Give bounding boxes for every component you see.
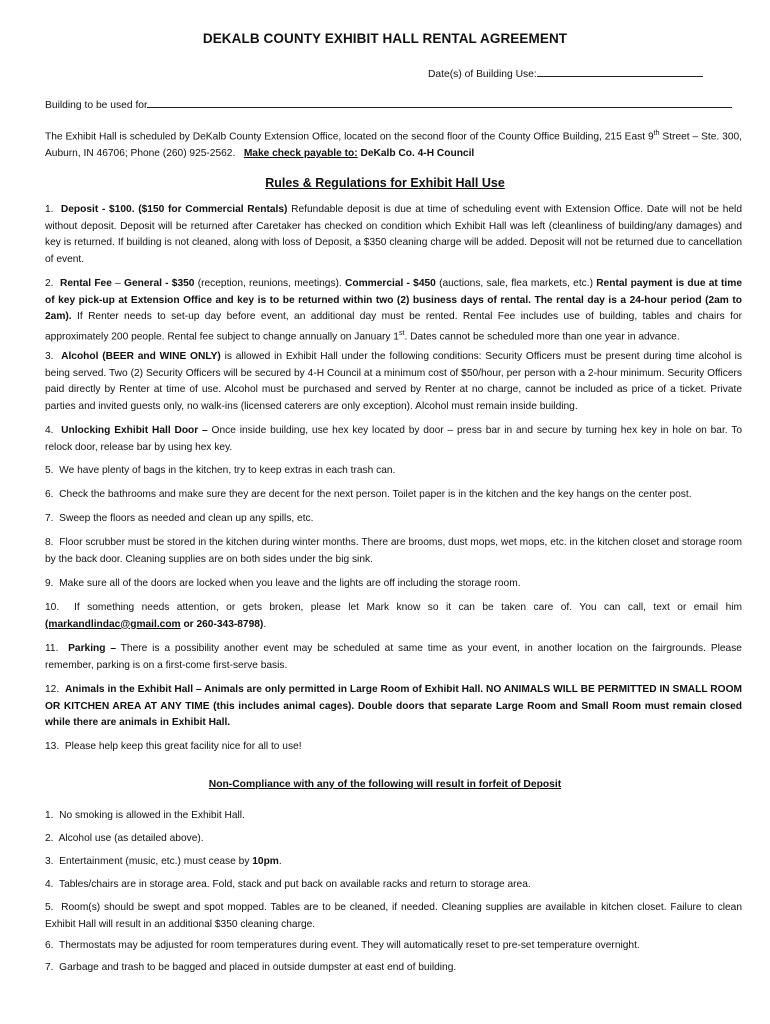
rule-number: 9. [45,578,54,589]
document-title: DEKALB COUNTY EXHIBIT HALL RENTAL AGREEMENT [202,31,568,46]
rule-bold-text: Parking – [68,643,117,654]
rule-bold-text: Alcohol (BEER and WINE ONLY) [61,351,221,362]
building-use-field[interactable] [147,97,732,108]
rule-number: 11. [45,643,59,654]
noncompliance-item-2 [45,831,742,848]
rule-text: . [263,618,267,630]
rules-heading: Rules & Regulations for Exhibit Hall Use [265,176,505,190]
rule-bold-text: Animals in the Exhibit Hall – Animals are only permitted in Large Room of Exhibit Hall. NO ANIMALS WILL BE PERMITTED IN SMALL ROOM OR KITCHEN AREA AT ANY TIME (this includes animal cages). Double doors that separate Large Room and Small Room must remain closed while there are animals in Exhibit Hall. [45,684,742,728]
email-link[interactable]: (markandlindac@gmail.com [45,618,181,630]
rule-number: 8. [45,537,54,548]
rule-2 [45,276,742,345]
item-text: Entertainment (music, etc.) must cease by [59,856,253,867]
item-number: 3. [45,856,54,867]
rule-text: – [111,278,125,289]
intro-address: Street – Ste. 300, Auburn, IN 46706; Phone (260) 925-2562. [45,131,742,159]
noncompliance-item-5 [45,900,742,933]
noncompliance-item-1 [45,808,742,825]
rule-7 [45,511,742,528]
rule-text: If something needs attention, or gets broken, please let Mark know so it can be taken care of. You can call, text or email him [74,602,742,613]
item-text: Tables/chairs are in storage area. Fold, stack and put back on available racks and return to storage area. [58,879,531,890]
rule-8 [45,535,742,568]
building-use-label: Building to be used for [45,100,148,111]
rule-text: Once inside building, use hex key located by door – press bar in and secure by turning hex key in hole on bar. To relock door, release bar by using hex key. [45,425,743,453]
rule-number: 12. [45,684,60,695]
rule-number: 7. [45,513,54,524]
rule-3 [45,349,742,415]
rule-text: There is a possibility another event may be scheduled at same time as your event, in another location on the fairgrounds. Please remember, parking is on a first-come first-serve basis. [45,643,742,671]
rule-text: Sweep the floors as needed and clean up any spills, etc. [59,513,314,524]
rule-4 [45,423,742,456]
rule-text: If Renter needs to set-up day before event, an additional day must be rented. Rental Fee includes use of building, tables and chairs for approximately 200 people. Rental fee subject to change annually on January 1 [45,311,742,342]
item-text: Garbage and trash to be bagged and placed in outside dumpster at east end of building. [59,962,457,973]
rule-number: 2. [45,278,54,289]
rule-text: Make sure all of the doors are locked when you leave and the lights are off including the storage room. [59,578,521,589]
item-text: Alcohol use (as detailed above). [58,833,204,844]
item-bold-text: 10pm [252,856,279,867]
item-number: 6. [45,940,54,951]
intro-paragraph [45,126,742,162]
rule-bold-text: General - $350 [124,278,195,289]
intro-superscript: th [653,130,660,137]
check-payee: DeKalb Co. 4-H Council [360,147,475,159]
item-text: . [278,856,282,867]
rule-number: 1. [45,204,54,215]
rule-10 [45,600,742,633]
rule-12 [45,682,742,732]
rule-text: Refundable deposit is due at time of scheduling event with Extension Office. Date will not be held without deposit. Deposit will be returned after Caretaker has checked on condition which Exhibit Hall was left (cleanliness of building/any damages) and key is returned. If building is not cleaned, along with loss of Deposit, a $350 cleaning charge will be added. Deposit will not be returned due to cancellation of event. [45,204,742,265]
item-number: 1. [45,810,54,821]
rule-number: 3. [45,351,54,362]
rule-number: 6. [45,489,54,500]
dates-of-use-field[interactable] [537,66,703,77]
rule-text: is allowed in Exhibit Hall under the following conditions: Security Officers must be present during time alcohol is being served. Two (2) Security Officers will be secured by 4-H Council at a minimum cost of $50/hour, per person with a 2-hour minimum. Security Officers paid directly by Renter at time of use. Alcohol must be purchased and served by Renter at no charge, cannot be included as price of a ticket. Private parties and invited guests only, no walk-ins (licensed caterers are only exception). Alcohol must remain inside building. [45,351,742,412]
building-use-line [45,97,732,113]
rule-text: (reception, reunions, meetings). [194,278,345,289]
rule-text: (auctions, sale, flea markets, etc.) [435,278,597,289]
noncompliance-heading: Non-Compliance with any of the following will result in forfeit of Deposit [208,779,562,790]
intro-text: The Exhibit Hall is scheduled by DeKalb County Extension Office, located on the second floor of the County Office Building, 215 East 9 [45,131,654,143]
item-text: Room(s) should be swept and spot mopped. Tables are to be cleaned, if needed. Cleaning supplies are available in kitchen closet. Failure to clean Exhibit Hall will result in an additional $350 cleaning charge. [45,902,742,930]
rule-11 [45,641,742,674]
rule-5 [45,463,742,480]
rule-1 [45,202,742,268]
rule-bold-text: Unlocking Exhibit Hall Door – [61,425,208,436]
rule-number: 13. [45,741,60,752]
rule-6 [45,487,742,504]
rule-9 [45,576,742,593]
rule-number: 4. [45,425,54,436]
rule-bold-text: Commercial - $450 [345,278,436,289]
item-text: Thermostats may be adjusted for room temperatures during event. They will automatically reset to pre-set temperature overnight. [58,940,640,951]
item-number: 5. [45,902,54,913]
rule-text: We have plenty of bags in the kitchen, try to keep extras in each trash can. [59,465,396,476]
dates-of-use-label: Date(s) of Building Use: [428,69,537,80]
item-number: 4. [45,879,54,890]
rule-bold-text: Rental Fee [59,278,112,289]
rule-superscript: st [398,329,405,337]
rule-number: 10. [45,602,60,613]
rule-number: 5. [45,465,54,476]
rule-text: Check the bathrooms and make sure they are decent for the next person. Toilet paper is in the kitchen and the key hangs on the center post. [59,489,692,500]
item-number: 7. [45,962,54,973]
rule-text: . Dates cannot be scheduled more than one year in advance. [404,330,680,342]
item-number: 2. [45,833,54,844]
rule-bold-text: Rental payment is due at time of key pick-up at Extension Office and key is to be returned within two (2) business days of rental. The rental day is a 24-hour period (2am to 2am). [45,278,742,322]
item-text: No smoking is allowed in the Exhibit Hall. [59,810,245,821]
rule-13 [45,739,742,756]
rule-text: Please help keep this great facility nice for all to use! [64,741,302,752]
noncompliance-item-4 [45,877,742,894]
dates-of-use-line [428,66,703,82]
rule-bold-text: Deposit - $100. ($150 for Commercial Rentals) [60,204,288,215]
phone-number: or 260-343-8798) [180,618,264,630]
noncompliance-item-6 [45,938,742,955]
noncompliance-item-3 [45,854,742,871]
rule-text: Floor scrubber must be stored in the kitchen during winter months. There are brooms, dust mops, wet mops, etc. in the kitchen closet and storage room by the back door. Cleaning supplies are on both sides under the big sink. [45,537,742,565]
check-payable-label: Make check payable to: [243,147,358,159]
noncompliance-item-7 [45,960,742,977]
